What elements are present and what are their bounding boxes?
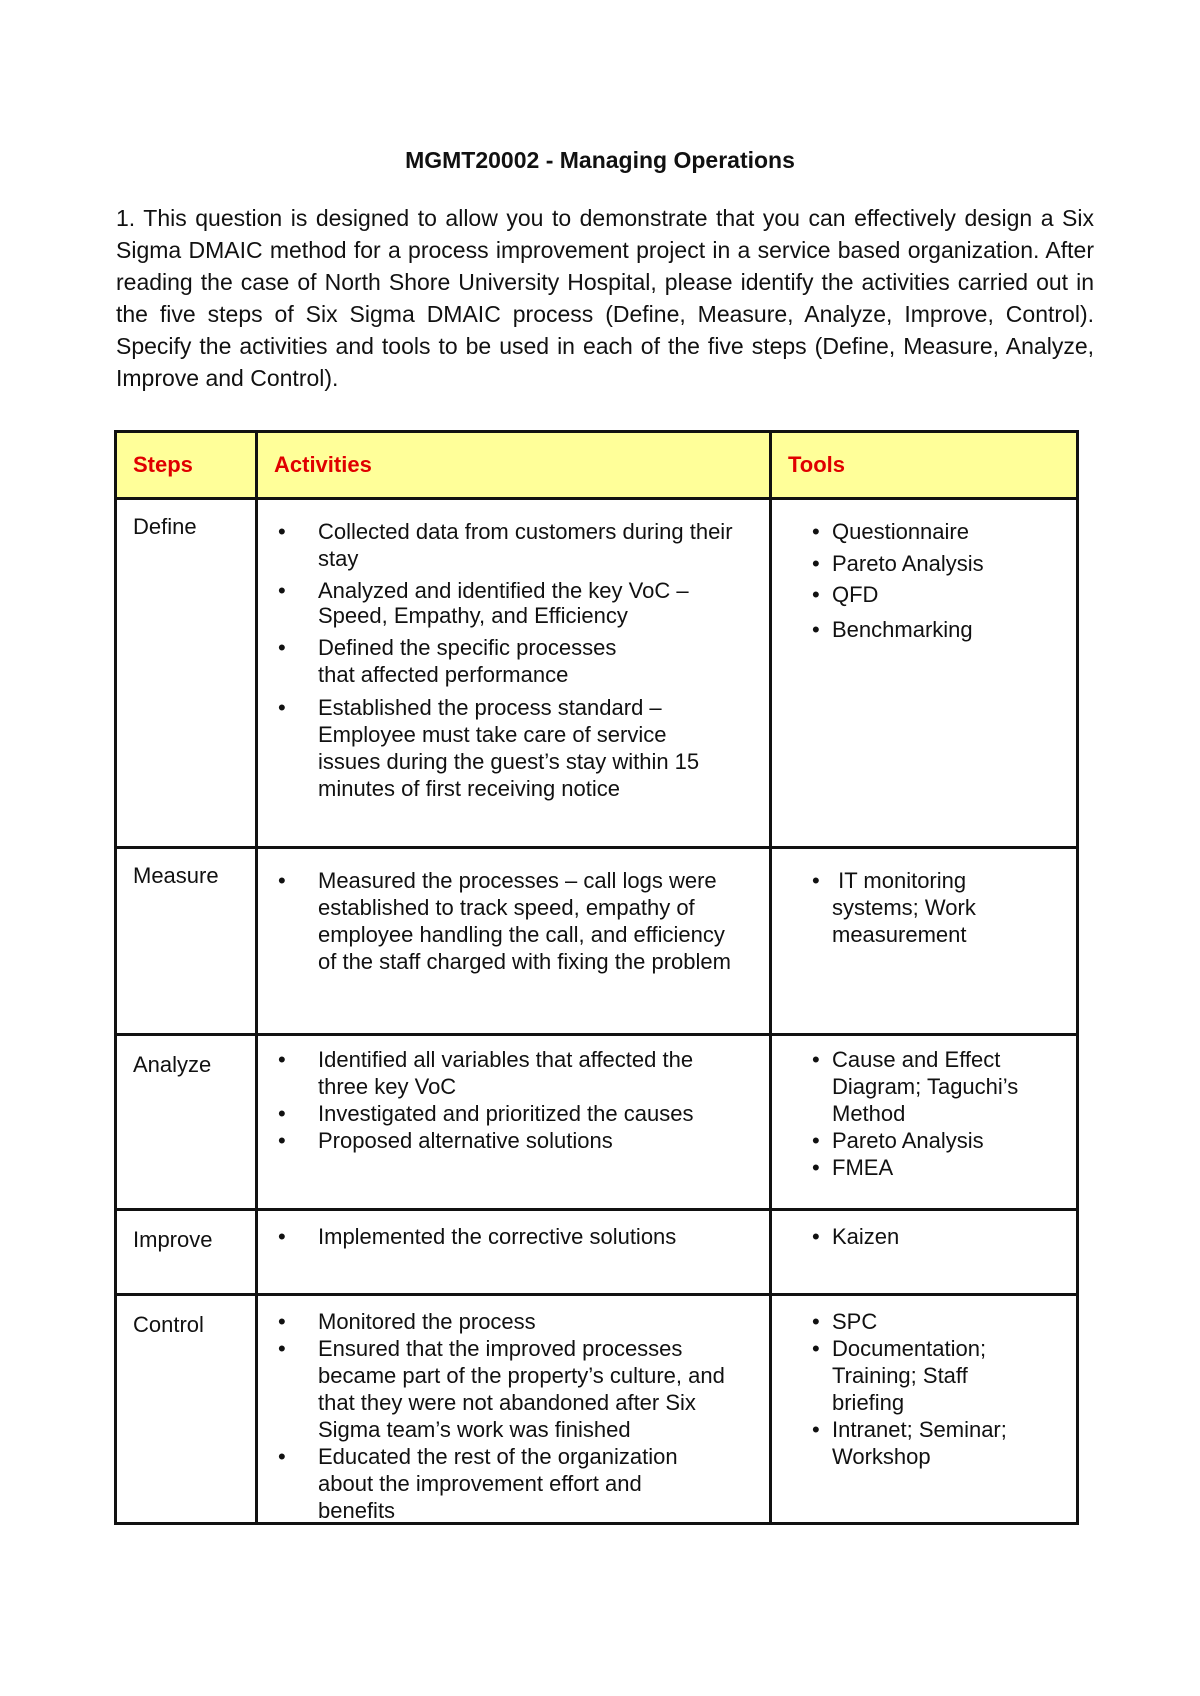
table-row-control: [116, 1295, 1078, 1524]
table-row-measure: [116, 848, 1078, 1035]
bullet-icon: •: [278, 1444, 286, 1469]
list-item: • Analyzed and identified the key VoC – Speed, Empathy, and Efficiency: [278, 578, 689, 628]
step-measure: Measure: [116, 848, 257, 1035]
list-item: • Ensured that the improved processes became part of the property’s culture, and that they were not abandoned after Six Sigma team’s work was finished: [278, 1336, 725, 1442]
activities-control: [257, 1295, 771, 1524]
bullet-icon: •: [812, 1155, 820, 1180]
table-row-define: [116, 499, 1078, 848]
bullet-icon: •: [278, 695, 286, 720]
list-item: • IT monitoring systems; Work measurement: [812, 868, 982, 947]
bullet-icon: •: [812, 1047, 820, 1072]
bullet-icon: •: [812, 617, 820, 642]
table-row-analyze: [116, 1035, 1078, 1210]
step-control: Control: [116, 1295, 257, 1524]
list-item: • Implemented the corrective solutions: [278, 1224, 677, 1249]
list-item: • Collected data from customers during their stay: [278, 519, 733, 571]
tools-analyze: [771, 1035, 1078, 1210]
list-item: • Educated the rest of the organization about the improvement effort and benefits: [278, 1444, 678, 1523]
list-item: • Defined the specific processes that affected performance: [278, 635, 617, 687]
list-item: • FMEA: [812, 1155, 894, 1180]
list-item: • Documentation; Training; Staff briefing: [812, 1336, 987, 1415]
list-item: • Established the process standard – Employee must take care of service issues during the guest’s stay within 15 minutes of first receiving notice: [278, 695, 700, 801]
list-item: • Kaizen: [812, 1224, 900, 1249]
bullet-icon: •: [812, 868, 820, 893]
bullet-icon: •: [278, 1309, 286, 1334]
list-item: • Intranet; Seminar; Workshop: [812, 1417, 1007, 1469]
bullet-icon: •: [278, 578, 286, 603]
list-item: • QFD: [812, 582, 879, 607]
bullet-icon: •: [812, 551, 820, 576]
tools-control: [771, 1295, 1078, 1524]
list-item: • Measured the processes – call logs were established to track speed, empathy of employee handling the call, and efficiency of the staff charged with fixing the problem: [278, 868, 731, 974]
step-improve: Improve: [116, 1210, 257, 1295]
header-steps: Steps: [116, 432, 257, 499]
question-text: 1. This question is designed to allow you to demonstrate that you can effectively design a Six Sigma DMAIC method for a process improvement project in a service based organization. After reading the case of North Shore University Hospital, please identify the activities carried out in the five steps of Six Sigma DMAIC process (Define, Measure, Analyze, Improve, Control). Specify the activities and tools to be used in each of the five steps (Define, Measure, Analyze, Improve and Control).: [116, 205, 1094, 391]
activities-analyze: [257, 1035, 771, 1210]
bullet-icon: •: [278, 1336, 286, 1361]
header-activities: Activities: [257, 432, 771, 499]
tools-improve: [771, 1210, 1078, 1295]
bullet-icon: •: [812, 582, 820, 607]
activities-improve: [257, 1210, 771, 1295]
table-row-improve: [116, 1210, 1078, 1295]
page-title: MGMT20002 - Managing Operations: [405, 147, 795, 173]
list-item: • Cause and Effect Diagram; Taguchi’s Method: [812, 1047, 1019, 1126]
bullet-icon: •: [278, 635, 286, 660]
step-define: Define: [116, 499, 257, 848]
bullet-icon: •: [278, 1224, 286, 1249]
dmaic-table: [114, 430, 1079, 1525]
list-item: • Pareto Analysis: [812, 551, 984, 576]
bullet-icon: •: [278, 519, 286, 544]
bullet-icon: •: [278, 1047, 286, 1072]
list-item: • Identified all variables that affected the three key VoC: [278, 1047, 694, 1099]
list-item: • Pareto Analysis: [812, 1128, 984, 1153]
tools-measure: [771, 848, 1078, 1035]
bullet-icon: •: [812, 1224, 820, 1249]
bullet-icon: •: [278, 1128, 286, 1153]
bullet-icon: •: [278, 868, 286, 893]
list-item: • Benchmarking: [812, 617, 973, 642]
list-item: • Investigated and prioritized the causes: [278, 1101, 694, 1126]
list-item: • SPC: [812, 1309, 878, 1334]
bullet-icon: •: [812, 1336, 820, 1361]
tools-define: [771, 499, 1078, 848]
list-item: • Questionnaire: [812, 519, 969, 544]
bullet-icon: •: [278, 1101, 286, 1126]
step-analyze: Analyze: [116, 1035, 257, 1210]
table-header-row: [116, 432, 1078, 499]
bullet-icon: •: [812, 1128, 820, 1153]
header-tools: Tools: [771, 432, 1078, 499]
list-item: • Proposed alternative solutions: [278, 1128, 613, 1153]
activities-measure: [257, 848, 771, 1035]
activities-define: [257, 499, 771, 848]
bullet-icon: •: [812, 1309, 820, 1334]
list-item: • Monitored the process: [278, 1309, 536, 1334]
bullet-icon: •: [812, 519, 820, 544]
bullet-icon: •: [812, 1417, 820, 1442]
